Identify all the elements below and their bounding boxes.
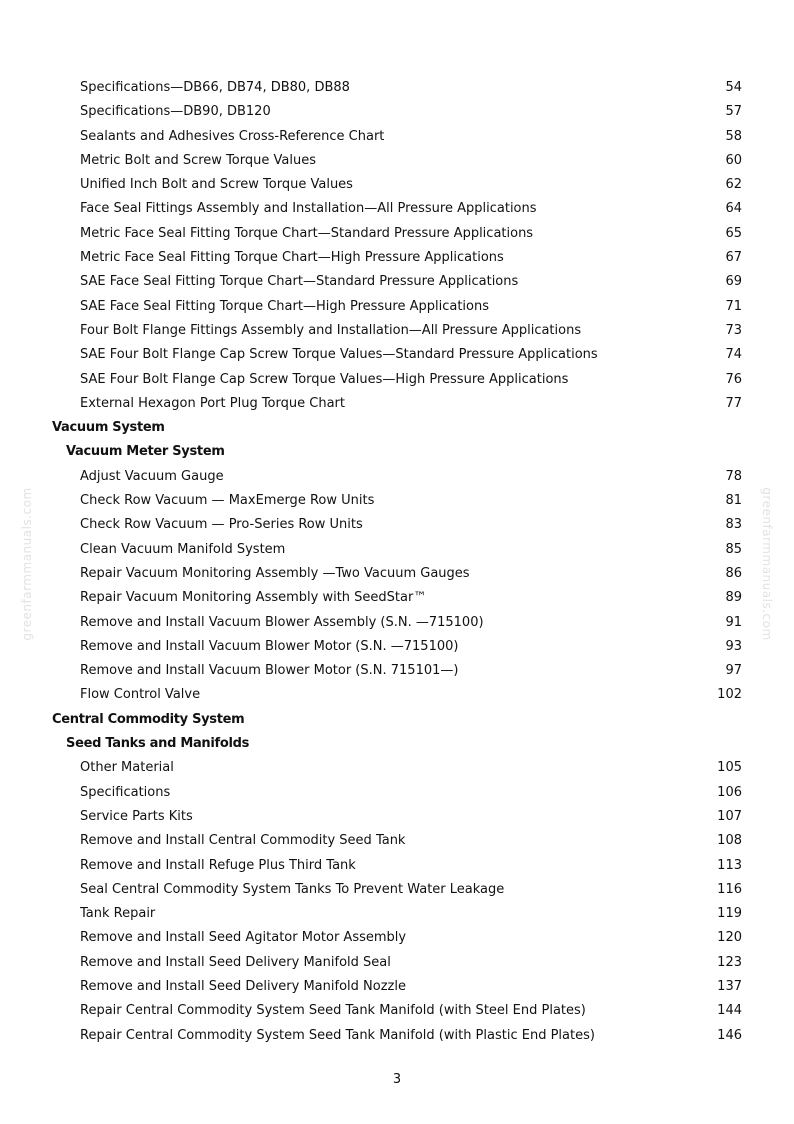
toc-entry[interactable]	[0, 295, 794, 319]
toc-entry[interactable]	[0, 951, 794, 975]
toc-entry[interactable]	[0, 100, 794, 124]
toc-entry-page: 77	[725, 395, 742, 411]
toc-entry-title: Clean Vacuum Manifold System	[80, 541, 286, 557]
toc-entry[interactable]	[0, 125, 794, 149]
toc-entry-page: 54	[725, 80, 742, 95]
toc-entry-page: 97	[725, 663, 742, 679]
toc-entry[interactable]	[0, 465, 794, 489]
toc-entry-title: Unified Inch Bolt and Screw Torque Values	[80, 177, 353, 193]
toc-entry-page: 106	[717, 784, 742, 800]
toc-entry-page: 116	[717, 881, 742, 897]
toc-entry[interactable]	[0, 343, 794, 367]
toc-entry[interactable]	[0, 368, 794, 392]
toc-entry-title: Seal Central Commodity System Tanks To Prevent Water Leakage	[80, 881, 505, 897]
toc-entry[interactable]	[0, 659, 794, 683]
toc-entry-page: 93	[725, 638, 742, 654]
page-number: 3	[392, 1072, 402, 1087]
toc-entry-title: Check Row Vacuum — MaxEmerge Row Units	[80, 493, 375, 509]
toc-entry[interactable]	[0, 319, 794, 343]
table-of-contents	[0, 76, 794, 1048]
toc-entry-page: 78	[725, 468, 742, 484]
toc-entry-title: Central Commodity System	[52, 711, 245, 727]
toc-entry-page: 83	[725, 517, 742, 533]
watermark-right: greenfarmmanuals.com	[760, 487, 774, 641]
toc-entry-title: Repair Vacuum Monitoring Assembly —Two Vacuum Gauges	[80, 565, 470, 581]
toc-entry-title: Repair Central Commodity System Seed Tank Manifold (with Plastic End Plates)	[80, 1027, 595, 1043]
toc-entry-page: 65	[725, 225, 742, 241]
toc-entry[interactable]	[0, 562, 794, 586]
toc-entry-title: Remove and Install Seed Agitator Motor Assembly	[80, 930, 407, 946]
toc-entry-title: Remove and Install Central Commodity Seed Tank	[80, 833, 406, 849]
toc-entry-title: Sealants and Adhesives Cross-Reference Chart	[80, 128, 385, 144]
toc-entry-page: 58	[725, 128, 742, 144]
toc-entry[interactable]	[0, 586, 794, 610]
toc-entry-title: Adjust Vacuum Gauge	[80, 468, 224, 484]
toc-entry-title: Seed Tanks and Manifolds	[66, 736, 250, 752]
toc-entry-page: 64	[725, 201, 742, 217]
toc-entry-page: 107	[717, 808, 742, 824]
toc-entry-title: SAE Four Bolt Flange Cap Screw Torque Values—Standard Pressure Applications	[80, 347, 598, 363]
toc-entry-page: 113	[717, 857, 742, 873]
toc-entry-title: Remove and Install Refuge Plus Third Tank	[80, 857, 356, 873]
toc-entry[interactable]	[0, 611, 794, 635]
toc-entry-title: Vacuum System	[52, 420, 165, 436]
toc-subsection-heading	[0, 440, 794, 464]
toc-entry-title: External Hexagon Port Plug Torque Chart	[80, 395, 345, 411]
toc-entry-title: Remove and Install Vacuum Blower Motor (S.N. —715100)	[80, 638, 459, 654]
watermark-left: greenfarmmanuals.com	[20, 487, 34, 641]
toc-entry-page: 62	[725, 177, 742, 193]
toc-entry-title: Service Parts Kits	[80, 808, 193, 824]
toc-entry[interactable]	[0, 756, 794, 780]
toc-entry[interactable]	[0, 805, 794, 829]
toc-entry[interactable]	[0, 999, 794, 1023]
toc-entry-page: 105	[717, 760, 742, 776]
toc-entry-title: Four Bolt Flange Fittings Assembly and Installation—All Pressure Applications	[80, 322, 582, 338]
toc-entry[interactable]	[0, 76, 794, 100]
toc-entry[interactable]	[0, 246, 794, 270]
toc-entry-page: 85	[725, 541, 742, 557]
toc-entry[interactable]	[0, 902, 794, 926]
toc-entry-page: 120	[717, 930, 742, 946]
toc-entry-page: 146	[717, 1027, 742, 1043]
toc-entry[interactable]	[0, 392, 794, 416]
toc-entry[interactable]	[0, 270, 794, 294]
toc-entry[interactable]	[0, 878, 794, 902]
toc-entry-title: SAE Face Seal Fitting Torque Chart—Standard Pressure Applications	[80, 274, 519, 290]
toc-entry-title: Check Row Vacuum — Pro-Series Row Units	[80, 517, 363, 533]
toc-section-heading	[0, 416, 794, 440]
toc-entry-title: Remove and Install Seed Delivery Manifold Seal	[80, 954, 391, 970]
toc-entry[interactable]	[0, 538, 794, 562]
toc-entry-title: Metric Face Seal Fitting Torque Chart—Standard Pressure Applications	[80, 225, 534, 241]
toc-entry-title: Metric Face Seal Fitting Torque Chart—High Pressure Applications	[80, 250, 504, 266]
toc-entry-title: Repair Central Commodity System Seed Tank Manifold (with Steel End Plates)	[80, 1003, 586, 1019]
toc-entry-title: Face Seal Fittings Assembly and Installation—All Pressure Applications	[80, 201, 537, 217]
toc-entry-title: Remove and Install Vacuum Blower Motor (S.N. 715101—)	[80, 663, 459, 679]
toc-subsection-heading	[0, 732, 794, 756]
toc-entry-page: 89	[725, 590, 742, 606]
toc-entry-title: Tank Repair	[80, 906, 156, 922]
toc-entry-page: 60	[725, 152, 742, 168]
toc-entry-page: 57	[725, 104, 742, 120]
toc-entry-page: 137	[717, 978, 742, 994]
toc-entry-page: 81	[725, 493, 742, 509]
toc-entry-title: Specifications	[80, 784, 171, 800]
toc-entry-title: Specifications—DB90, DB120	[80, 104, 271, 120]
toc-entry-title: Other Material	[80, 760, 174, 776]
toc-entry[interactable]	[0, 197, 794, 221]
toc-entry-page: 71	[725, 298, 742, 314]
toc-entry-page: 123	[717, 954, 742, 970]
toc-entry-page: 108	[717, 833, 742, 849]
toc-entry[interactable]	[0, 149, 794, 173]
toc-entry[interactable]	[0, 1024, 794, 1048]
toc-entry[interactable]	[0, 926, 794, 950]
toc-entry[interactable]	[0, 173, 794, 197]
toc-entry-title: Vacuum Meter System	[66, 444, 225, 460]
toc-section-heading	[0, 708, 794, 732]
toc-entry[interactable]	[0, 975, 794, 999]
toc-entry-page: 119	[717, 906, 742, 922]
toc-entry-page: 67	[725, 250, 742, 266]
toc-entry-page: 144	[717, 1003, 742, 1019]
toc-entry[interactable]	[0, 635, 794, 659]
toc-entry[interactable]	[0, 513, 794, 537]
toc-entry-title: Flow Control Valve	[80, 687, 201, 703]
toc-entry-title: Metric Bolt and Screw Torque Values	[80, 152, 316, 168]
toc-entry-title: SAE Face Seal Fitting Torque Chart—High Pressure Applications	[80, 298, 490, 314]
toc-entry-page: 74	[725, 347, 742, 363]
toc-entry-title: Repair Vacuum Monitoring Assembly with SeedStar™	[80, 590, 427, 606]
toc-entry-title: Remove and Install Seed Delivery Manifold Nozzle	[80, 978, 406, 994]
toc-entry-page: 76	[725, 371, 742, 387]
toc-entry-title: Specifications—DB66, DB74, DB80, DB88	[80, 80, 350, 95]
toc-entry-page: 86	[725, 565, 742, 581]
toc-entry[interactable]	[0, 854, 794, 878]
toc-entry-page: 69	[725, 274, 742, 290]
toc-entry-page: 102	[717, 687, 742, 703]
toc-entry-title: SAE Four Bolt Flange Cap Screw Torque Values—High Pressure Applications	[80, 371, 569, 387]
toc-entry[interactable]	[0, 683, 794, 707]
toc-entry-page: 73	[725, 322, 742, 338]
toc-entry-title: Remove and Install Vacuum Blower Assembly (S.N. —715100)	[80, 614, 484, 630]
toc-entry[interactable]	[0, 489, 794, 513]
toc-entry[interactable]	[0, 781, 794, 805]
toc-entry[interactable]	[0, 829, 794, 853]
toc-entry[interactable]	[0, 222, 794, 246]
toc-entry-page: 91	[725, 614, 742, 630]
